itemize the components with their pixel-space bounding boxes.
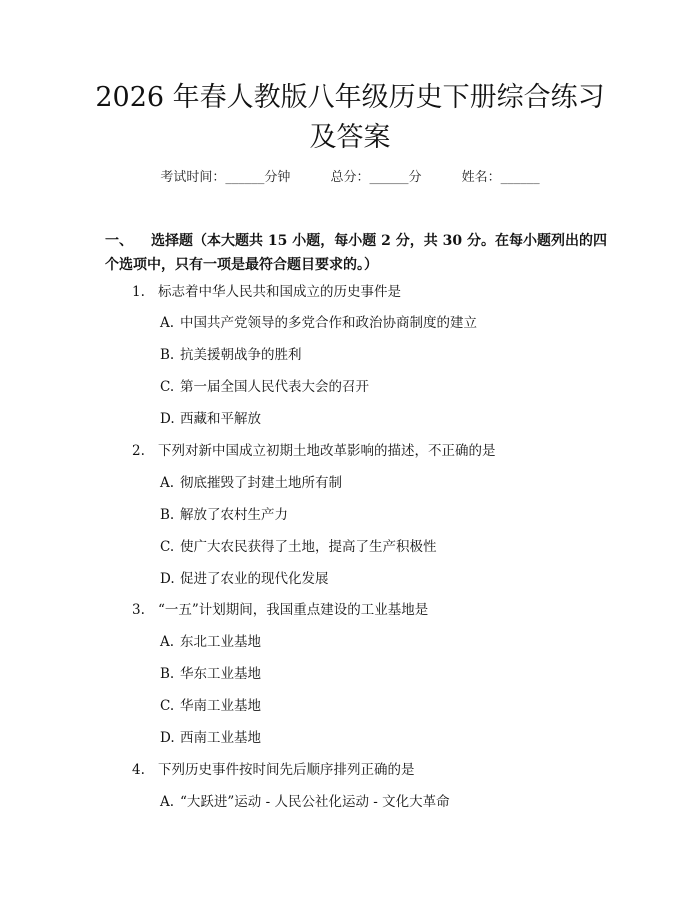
total-score-field: 总分：______分	[330, 170, 422, 185]
option-text: 促进了农业的现代化发展	[180, 571, 329, 587]
option-text: 第一届全国人民代表大会的召开	[180, 379, 369, 395]
section-heading	[105, 229, 615, 277]
question-text: “一五”计划期间，我国重点建设的工业基地是	[158, 602, 429, 618]
document-title: 2026 年春人教版八年级历史下册综合练习及答案	[95, 82, 605, 153]
question-1	[132, 282, 401, 302]
option-text: 解放了农村生产力	[180, 507, 288, 523]
question-1-option-d	[160, 409, 261, 429]
question-1-option-b	[160, 345, 302, 365]
option-letter: A.	[160, 634, 175, 650]
question-number: 4.	[132, 762, 145, 778]
question-3-option-d	[160, 728, 261, 748]
option-text: 西藏和平解放	[180, 411, 261, 427]
option-letter: A.	[160, 475, 175, 491]
option-letter: A.	[160, 315, 175, 331]
option-text: 彻底摧毁了封建土地所有制	[180, 475, 342, 491]
question-2-option-b	[160, 505, 288, 525]
exam-time-field: 考试时间：______分钟	[160, 170, 291, 185]
option-letter: C.	[160, 698, 175, 714]
section-number: 一、	[105, 233, 133, 249]
option-text: 西南工业基地	[180, 730, 261, 746]
question-3-option-c	[160, 696, 261, 716]
option-letter: D.	[160, 411, 175, 427]
question-2-option-d	[160, 569, 329, 589]
question-2-option-c	[160, 537, 437, 557]
option-letter: B.	[160, 666, 175, 682]
question-3	[132, 600, 428, 620]
question-number: 2.	[132, 443, 145, 459]
option-text: 华东工业基地	[180, 666, 261, 682]
question-2	[132, 441, 496, 461]
question-text: 下列历史事件按时间先后顺序排列正确的是	[158, 762, 415, 778]
option-letter: A.	[160, 794, 175, 810]
question-text: 标志着中华人民共和国成立的历史事件是	[158, 284, 401, 300]
option-text: 使广大农民获得了土地，提高了生产积极性	[180, 539, 437, 555]
question-4-option-a	[160, 792, 450, 812]
exam-info-line	[0, 168, 700, 188]
question-text: 下列对新中国成立初期土地改革影响的描述，不正确的是	[158, 443, 496, 459]
option-text: 抗美援朝战争的胜利	[180, 347, 302, 363]
option-text: “大跃进”运动 - 人民公社化运动 - 文化大革命	[180, 794, 450, 810]
question-number: 3.	[132, 602, 145, 618]
option-text: 华南工业基地	[180, 698, 261, 714]
question-2-option-a	[160, 473, 342, 493]
option-letter: C.	[160, 379, 175, 395]
section-instructions: 选择题（本大题共 15 小题，每小题 2 分，共 30 分。在每小题列出的四个选项中，只有一项是最符合题目要求的。）	[105, 233, 607, 273]
question-1-option-a	[160, 313, 477, 333]
option-letter: D.	[160, 571, 175, 587]
option-letter: D.	[160, 730, 175, 746]
option-letter: C.	[160, 539, 175, 555]
option-letter: B.	[160, 347, 175, 363]
option-text: 东北工业基地	[180, 634, 261, 650]
question-number: 1.	[132, 284, 145, 300]
option-text: 中国共产党领导的多党合作和政治协商制度的建立	[180, 315, 477, 331]
question-3-option-b	[160, 664, 261, 684]
question-4	[132, 760, 415, 780]
option-letter: B.	[160, 507, 175, 523]
question-1-option-c	[160, 377, 369, 397]
student-name-field: 姓名：______	[461, 170, 540, 185]
question-3-option-a	[160, 632, 261, 652]
